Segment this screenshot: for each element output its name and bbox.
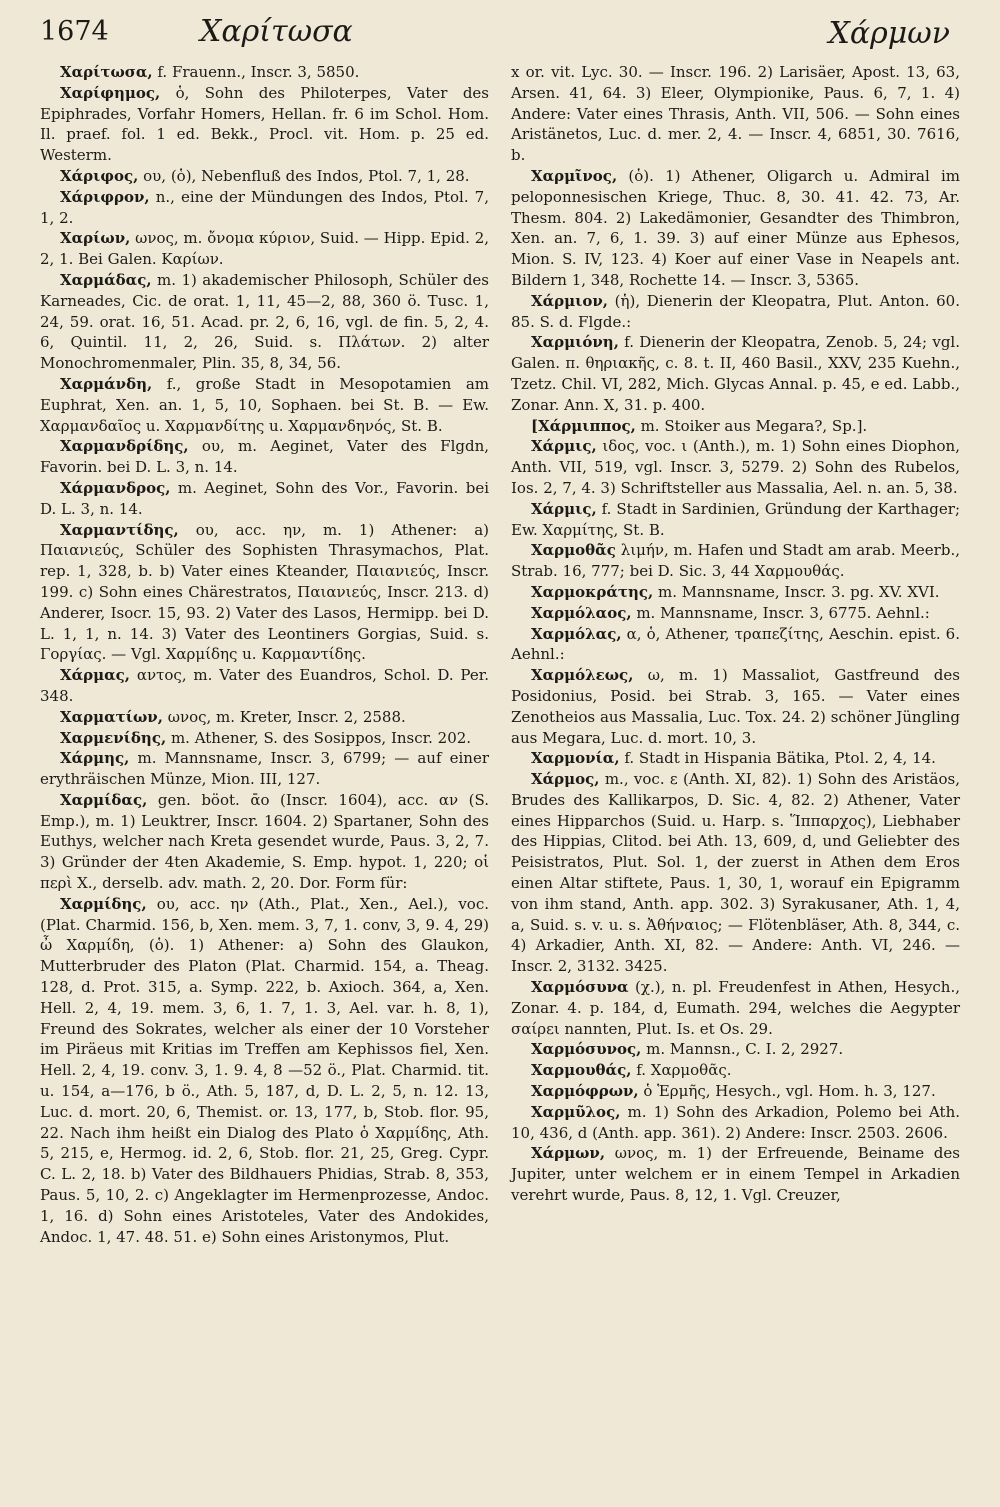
entry-text: ὁ Ἑρμῆς, Hesych., vgl. Hom. h. 3, 127. (638, 1082, 936, 1101)
entry-headword: Χαρμάνδη, (60, 374, 153, 393)
entry-headword: Χάρμις, (531, 437, 597, 456)
entry-headword: Χαρίτωσα, (60, 63, 153, 81)
entry-headword: Χάρμις, (531, 499, 597, 518)
entry-headword: Χάρμης, (60, 749, 130, 768)
dictionary-entry (511, 665, 960, 748)
entry-headword: Χαρμάδας, (60, 270, 152, 289)
dictionary-entry (511, 748, 960, 769)
dictionary-entry (511, 603, 960, 624)
entry-headword: Χαρμαντίδης, (60, 520, 179, 539)
entry-headword: Χαρμόσυνος, (531, 1040, 642, 1059)
entry-headword: Χαρμενίδης, (60, 728, 167, 747)
dictionary-entry (40, 478, 489, 520)
entry-text: m. Mannsname, Inscr. 3, 6775. Aehnl.: (631, 603, 930, 622)
entry-text: f. Stadt in Hispania Bätika, Ptol. 2, 4, 14. (619, 749, 936, 768)
entry-headword: Χάρμανδρος, (60, 478, 171, 497)
entry-headword: Χαρμίδης, (60, 894, 147, 913)
page-header (40, 10, 960, 58)
entry-text: ωνος, m. ὄνομα κύριον, Suid. — Hipp. Epid. 2, 2, 1. Bei Galen. Καρίων. (40, 229, 489, 269)
entry-text: m. Mannsn., C. I. 2, 2927. (641, 1040, 844, 1059)
left-running-headword: Χαρίτωσα (200, 14, 353, 49)
entry-headword: Χαρμόλαος, (531, 603, 632, 622)
entry-text: f. Dienerin der Kleopatra, Zenob. 5, 24; vgl. Galen. π. θηριακῆς, c. 8. t. II, 460 Basil., XXV, 235 Kuehn., Tzetz. Chil. VI, 282, Mich. Glycas Annal. p. 45, e ed. Labb., Zonar. Ann. X, 31. p. 400. (511, 333, 960, 414)
entry-text: m. Stoiker aus Megara?, Sp.]. (635, 416, 868, 435)
entry-text: (χ.), n. pl. Freudenfest in Athen, Hesych., Zonar. 4. p. 184, d, Eumath. 294, welches die Aegypter σαίρει nannten, Plut. Is. et Os. 29. (511, 978, 960, 1038)
dictionary-entry (40, 436, 489, 478)
entry-headword: Χαρμῦλος, (531, 1102, 621, 1121)
entry-headword: Χαρμοθᾶς (531, 541, 616, 560)
right-running-headword: Χάρμων (828, 16, 950, 51)
dictionary-entry (511, 499, 960, 541)
entry-text: ου, acc. ην (Ath., Plat., Xen., Ael.), voc. (Plat. Charmid. 156, b, Xen. mem. 3, 7, 1. conv, 3, 9. 4, 29) ὦ Χαρμίδη, (ὁ). 1) Athener: a) Sohn des Glaukon, Mutterbruder des Platon (Plat. Charmid. 154, a. Theag. 128, d. Prot. 315, a. Symp. 222, b. Axioch. 364, a, Xen. Hell. 2, 4, 19. mem. 3, 6, 1. 7, 1. 3, Ael. var. h. 8, 1), Freund des Sokrates, welcher als einer der 10 Vorsteher im Piräeus mit Kritias im Treffen am Kephissos fiel, Xen. Hell. 2, 4, 19. conv. 3, 1. 9. 4, 8 —52 ö., Plat. Charmid. tit. u. 154, a—176, b ö., Ath. 5, 187, d, D. L. 2, 5, n. 12. 13, Luc. d. mort. 20, 6, Themist. or. 13, 177, b, Stob. flor. 95, 22. Nach ihm heißt ein Dialog des Plato ὁ Χαρμίδης, Ath. 5, 215, e, Hermog. id. 2, 6, Stob. flor. 21, 25, Greg. Cypr. C. L. 2, 18. b) Vater des Bildhauers Phidias, Strab. 8, 353, Paus. 5, 10, 2. c) Angeklagter im Hermenprozesse, Andoc. 1, 16. d) Sohn eines Aristoteles, Vater des Andokides, Andoc. 1, 47. 48. 51. e) Sohn eines Aristonymos, Plut. (40, 894, 489, 1246)
entry-text: f. Stadt in Sardinien, Gründung der Karthager; Ew. Χαρμίτης, St. B. (511, 499, 960, 539)
entry-headword: Χάριφρον, (60, 187, 150, 206)
dictionary-entry (40, 748, 489, 790)
entry-text: ὁ, Sohn des Philoterpes, Vater des Epiphrades, Vorfahr Homers, Hellan. fr. 6 im Schol. Hom. Il. praef. fol. 1 ed. Bekk., Procl. vit. Hom. p. 25 ed. Westerm. (40, 83, 489, 165)
entry-headword: Χαρματίων, (60, 707, 163, 726)
dictionary-entry (511, 166, 960, 291)
entry-headword: Χαρμανδρίδης, (60, 437, 189, 456)
dictionary-entry (40, 62, 489, 83)
entry-headword: Χάριφος, (60, 166, 139, 185)
dictionary-entry (511, 977, 960, 1039)
entry-text: f. Frauenn., Inscr. 3, 5850. (152, 63, 360, 81)
entry-headword: Χαρμονία, (531, 749, 620, 768)
dictionary-entry (40, 520, 489, 666)
entry-headword: Χάρμας, (60, 666, 131, 685)
entry-headword: Χαρίων, (60, 229, 131, 248)
dictionary-entry (40, 166, 489, 187)
right-column (511, 62, 960, 1247)
entry-text: gen. böot. ᾱο (Inscr. 1604), acc. αν (S. Emp.), m. 1) Leuktrer, Inscr. 1604. 2) Spartaner, Sohn des Euthys, welcher nach Kreta gesendet wurde, Paus. 3, 2, 7. 3) Gründer der 4ten Akademie, S. Emp. hypot. 1, 220; οἱ περὶ Χ., derselb. adv. math. 2, 20. Dor. Form für: (40, 790, 489, 893)
entry-text: ου, (ὁ), Nebenfluß des Indos, Ptol. 7, 1, 28. (138, 166, 470, 185)
dictionary-entry (511, 1039, 960, 1060)
entry-text: ω, m. 1) Massaliot, Gastfreund des Posidonius, Posid. bei Strab. 3, 165. — Vater eines Zenotheios aus Massalia, Luc. Tox. 24. 2) schöner Jüngling aus Megara, Luc. d. mort. 10, 3. (511, 666, 960, 747)
dictionary-entry (40, 707, 489, 728)
entry-headword: Χάρμος, (531, 770, 600, 789)
entry-headword: Χαρμόσυνα (531, 978, 629, 997)
entry-headword: Χαρμουθάς, (531, 1061, 632, 1080)
dictionary-entry (40, 728, 489, 749)
dictionary-entry (40, 270, 489, 374)
entry-text: m. Aeginet, Sohn des Vor., Favorin. bei D. L. 3, n. 14. (40, 478, 489, 518)
dictionary-entry (40, 228, 489, 270)
page-number: 1674 (40, 16, 109, 47)
dictionary-entry (511, 769, 960, 977)
entry-headword: Χαρμόφρων, (531, 1082, 639, 1101)
entry-text: x or. vit. Lyc. 30. — Inscr. 196. 2) Larisäer, Apost. 13, 63, Arsen. 41, 64. 3) Eleer, Olympionike, Paus. 6, 7, 1. 4) Andere: Vater eines Thrasis, Anth. VII, 506. — Sohn eines Aristänetos, Luc. d. mer. 2, 4. — Inscr. 4, 6851, 30. 7616, b. (511, 63, 960, 165)
dictionary-entry (511, 62, 960, 166)
entry-headword: Χαρμίδας, (60, 790, 148, 809)
dictionary-entry (511, 540, 960, 582)
entry-text: λιμήν, m. Hafen und Stadt am arab. Meerb., Strab. 16, 777; bei D. Sic. 3, 44 Χαρμουθάς. (511, 541, 960, 581)
entry-text: n., eine der Mündungen des Indos, Ptol. 7, 1, 2. (40, 187, 489, 227)
entry-text: α, ὁ, Athener, τραπεζίτης, Aeschin. epist. 6. Aehnl.: (511, 624, 960, 664)
entry-text: m. Mannsname, Inscr. 3. pg. XV. XVI. (653, 582, 940, 601)
entry-text: ωνος, m. Kreter, Inscr. 2, 2588. (162, 707, 406, 726)
entry-text: (ἡ), Dienerin der Kleopatra, Plut. Anton. 60. 85. S. d. Flgde.: (511, 291, 960, 331)
entry-headword: Χαρμόλεως, (531, 666, 634, 685)
dictionary-entry (40, 374, 489, 436)
entry-headword: Χάρμιον, (531, 291, 609, 310)
dictionary-entry (511, 332, 960, 415)
dictionary-entry (40, 187, 489, 229)
entry-text: m. Athener, S. des Sosippos, Inscr. 202. (166, 728, 472, 747)
entry-text: αντος, m. Vater des Euandros, Schol. D. Per. 348. (40, 666, 489, 705)
dictionary-entry (511, 624, 960, 666)
entry-text: ωνος, m. 1) der Erfreuende, Beiname des Jupiter, unter welchem er in einem Tempel in Arkadien verehrt wurde, Paus. 8, 12, 1. Vgl. Creuzer, (511, 1144, 960, 1205)
dictionary-entry (511, 416, 960, 437)
entry-headword: Χαρμιόνη, (531, 333, 619, 352)
entry-text: (ὁ). 1) Athener, Oligarch u. Admiral im peloponnesischen Kriege, Thuc. 8, 30. 41. 42. 73, Ar. Thesm. 804. 2) Lakedämonier, Gesandter des Thimbron, Xen. an. 7, 6, 1. 39. 3) auf einer Münze aus Ephesos, Mion. S. IV, 123. 4) Koer auf einer Vase in Neapels ant. Bildern 1, 348, Rochette 14. — Inscr. 3, 5365. (511, 166, 960, 289)
dictionary-entry (511, 1081, 960, 1102)
dictionary-entry (511, 582, 960, 603)
entry-text: f., große Stadt in Mesopotamien am Euphrat, Xen. an. 1, 5, 10, Sophaen. bei St. B. — Ew. Χαρμανδαῖος u. Χαρμανδίτης u. Χαρμανδηνός, St. B. (40, 374, 489, 435)
entry-text: f. Χαρμοθᾶς. (631, 1061, 732, 1080)
entry-text: ου, m. Aeginet, Vater des Flgdn, Favorin. bei D. L. 3, n. 14. (40, 437, 489, 477)
entry-headword: Χαρμοκράτης, (531, 582, 654, 601)
dictionary-entry (511, 1143, 960, 1205)
dictionary-entry (40, 894, 489, 1248)
entry-text: ου, acc. ην, m. 1) Athener: a) Παιανιεύς, Schüler des Sophisten Thrasymachos, Plat. rep. 1, 328, b. b) Vater eines Kteander, Παιανιεύς, Inscr. 199. c) Sohn eines Chärestratos, Παιανιεύς, Inscr. 213. d) Anderer, Isocr. 15, 93. 2) Vater des Lasos, Hermipp. bei D. L. 1, 1, n. 14. 3) Vater des Leontiners Gorgias, Suid. s. Γοργίας. — Vgl. Χαρμίδης u. Καρμαντίδης. (40, 520, 489, 664)
entry-headword: Χαρμόλας, (531, 624, 622, 643)
entry-headword: Χαρμῖνος, (531, 166, 618, 185)
dictionary-entry (40, 83, 489, 166)
entry-headword: Χάρμων, (531, 1144, 606, 1163)
dictionary-entry (511, 1102, 960, 1144)
text-columns (40, 62, 960, 1247)
entry-text: m. 1) akademischer Philosoph, Schüler des Karneades, Cic. de orat. 1, 11, 45—2, 88, 360 ö. Tusc. 1, 24, 59. orat. 16, 51. Acad. pr. 2, 6, 16, vgl. de fin. 5, 2, 4. 6, Quintil. 11, 2, 26, Suid. s. Πλάτων. 2) alter Monochromenmaler, Plin. 35, 8, 34, 56. (40, 270, 489, 373)
dictionary-entry (511, 1060, 960, 1081)
entry-text: m. Mannsname, Inscr. 3, 6799; — auf einer erythräischen Münze, Mion. III, 127. (40, 749, 489, 789)
entry-text: m., voc. ε (Anth. XI, 82). 1) Sohn des Aristäos, Brudes des Kallikarpos, D. Sic. 4, 82. 2) Athener, Vater eines Hipparchos (Suid. u. Harp. s. Ἵππαρχος), Liebhaber des Hippias, Clitod. bei Ath. 13, 609, d, und Geliebter des Peisistratos, Plut. Sol. 1, der zuerst in Athen dem Eros einen Altar stiftete, Paus. 1, 30, 1, worauf ein Epigramm von ihm stand, Anth. app. 302. 3) Syrakusaner, Ath. 1, 4, a, Suid. s. v. u. s. Ἀθήναιος; — Flötenbläser, Ath. 8, 344, c. 4) Arkadier, Anth. XI, 82. — Andere: Anth. VI, 246. — Inscr. 2, 3132. 3425. (511, 770, 960, 976)
entry-text: ιδος, voc. ι (Anth.), m. 1) Sohn eines Diophon, Anth. VII, 519, vgl. Inscr. 3, 5279. 2) Sohn des Rubelos, Ios. 2, 7, 4. 3) Schriftsteller aus Massalia, Ael. n. an. 5, 38. (511, 437, 960, 497)
dictionary-entry (40, 665, 489, 707)
entry-text: m. 1) Sohn des Arkadion, Polemo bei Ath. 10, 436, d (Anth. app. 361). 2) Andere: Inscr. 2503. 2606. (511, 1102, 960, 1142)
entry-headword: Χαρίφημος, (60, 83, 161, 102)
dictionary-entry (511, 291, 960, 333)
dictionary-entry (40, 790, 489, 894)
entry-headword: [Χάρμιππος, (531, 416, 636, 435)
dictionary-entry (511, 436, 960, 498)
left-column (40, 62, 489, 1247)
